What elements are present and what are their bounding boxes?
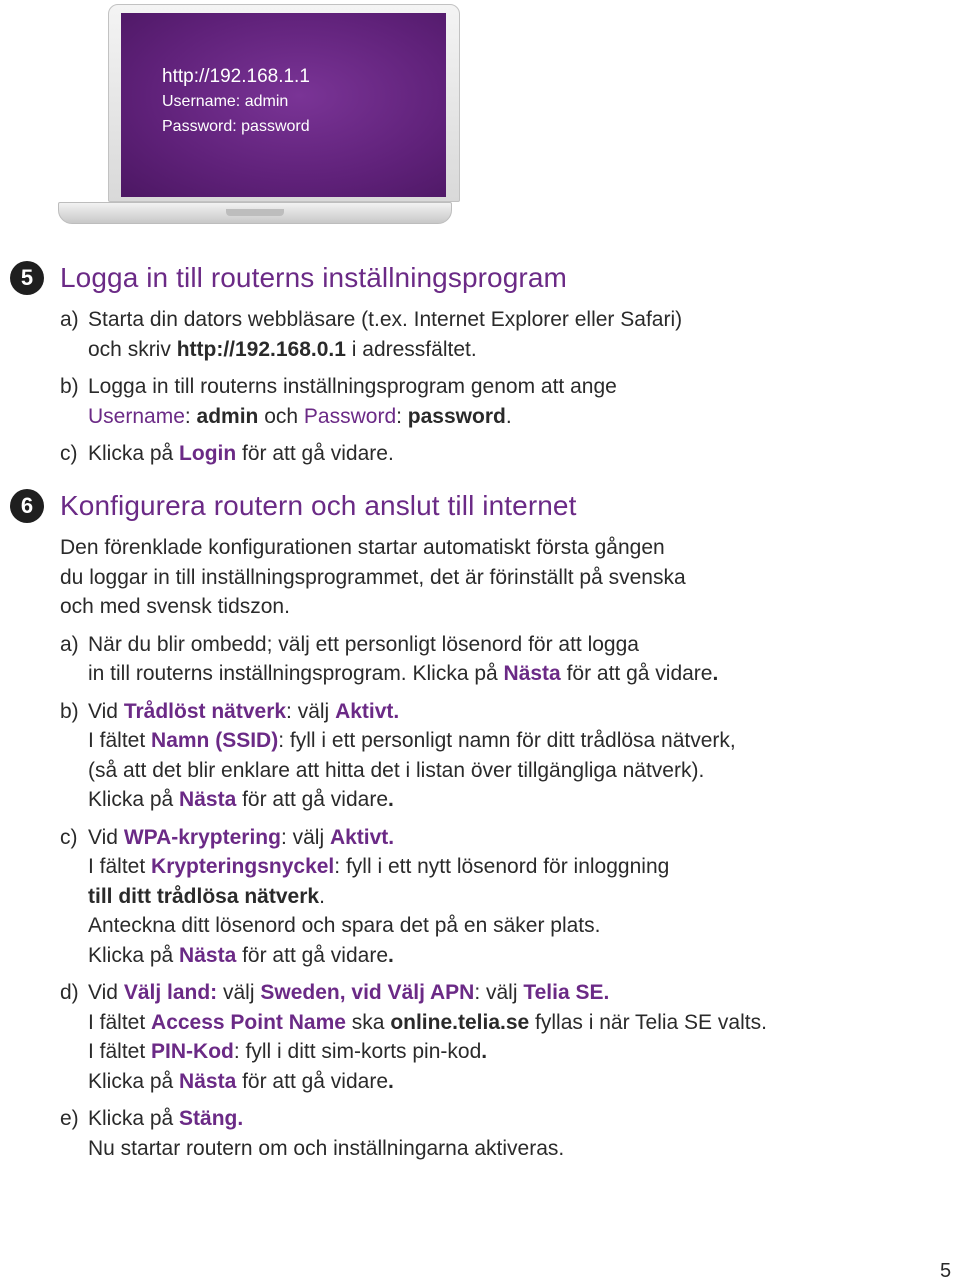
screen-username: Username: admin (162, 93, 289, 110)
nasta-label: Nästa (179, 788, 237, 811)
valj-land-label: Välj land: (123, 981, 218, 1004)
step-6-intro-2: du loggar in till inställningsprogrammet, det är förinställt på svenska (60, 565, 686, 589)
step-5-title: Logga in till routerns inställningsprogram (60, 262, 567, 293)
step-5-a-line2: och skriv http://192.168.0.1 i adressfältet. (88, 337, 477, 361)
laptop-base (58, 202, 452, 224)
nasta-label: Nästa (503, 662, 561, 685)
step-6-badge: 6 (10, 489, 44, 523)
step-6-e: e) Klicka på Stäng. Nu startar routern om och inställningarna aktiveras. (60, 1104, 767, 1163)
step-5-badge: 5 (10, 261, 44, 295)
password-label: Password (303, 404, 397, 428)
step-6-intro-3: och med svensk tidszon. (60, 595, 290, 618)
ssid-label: Namn (SSID) (151, 729, 279, 752)
step-6-intro-1: Den förenklade konfigurationen startar automatiskt första gången (60, 536, 665, 559)
router-url: http://192.168.0.1 (176, 337, 346, 361)
username-label: Username (88, 404, 185, 428)
screen-password: Password: password (162, 118, 310, 135)
username-value: admin (196, 404, 259, 428)
screen-url: http://192.168.1.1 (162, 66, 310, 87)
laptop-lid (108, 4, 460, 202)
step-6-c: c) Vid WPA-kryptering: välj Aktivt. I fältet Krypteringsnyckel: fyll i ett nytt lösenord för inloggning till ditt trådlösa nätverk. Anteckna ditt lösenord och spara det på en säker plats. Klicka på Nästa för att gå vidare. (60, 823, 767, 971)
item-label: e) (60, 1107, 79, 1130)
item-label: b) (60, 375, 79, 398)
stang-label: Stäng. (179, 1107, 244, 1130)
step-5-c: c) Klicka på Login för att gå vidare. (60, 439, 682, 469)
apn-name-label: Access Point Name (151, 1010, 346, 1034)
pin-label: PIN-Kod (151, 1040, 234, 1063)
laptop-notch (226, 209, 284, 216)
apn-value: online.telia.se (390, 1010, 530, 1034)
item-label: c) (60, 442, 78, 465)
step-6-d: d) Vid Välj land: välj Sweden, vid Välj APN: välj Telia SE. I fältet Access Point Name ska online.telia.se fyllas i när Telia SE valts. I fältet PIN-Kod: fyll i ditt sim-korts pin-kod. Klicka på Nästa för att gå vidare. (60, 978, 767, 1096)
wpa-label: WPA-kryptering (123, 825, 281, 849)
password-value: password (407, 404, 506, 428)
step-5-body (60, 305, 682, 469)
sweden-label: Sweden, vid Välj APN (260, 981, 475, 1004)
nasta-label: Nästa (179, 943, 237, 967)
step-6-b: b) Vid Trådlöst nätverk: välj Aktivt. I fältet Namn (SSID): fyll i ett personligt namn för ditt trådlösa nätverk, (så att det blir enklare att hitta det i listan över tillgängliga nätverk). Klicka på Nästa för att gå vidare. (60, 697, 767, 815)
aktivt-label: Aktivt. (335, 699, 400, 723)
item-label: d) (60, 981, 79, 1004)
step-6-a: a) När du blir ombedd; välj ett personligt lösenord för att logga in till routerns inställningsprogram. Klicka på Nästa för att gå vidare. (60, 630, 767, 689)
page-number: 5 (940, 1260, 952, 1282)
login-label: Login (179, 442, 237, 465)
step-5-b-line2: Username: admin och Password: password. (88, 404, 512, 428)
tradlost-label: Trådlöst nätverk (123, 699, 287, 723)
item-label: a) (60, 632, 79, 656)
step-5-a (60, 305, 682, 364)
item-label: b) (60, 699, 79, 723)
laptop-screen (121, 13, 446, 197)
nasta-label: Nästa (179, 1069, 237, 1093)
item-label: c) (60, 825, 78, 849)
step-5-a-line1: Starta din dators webbläsare (t.ex. Internet Explorer eller Safari) (88, 308, 683, 331)
item-label: a) (60, 308, 79, 331)
aktivt-label: Aktivt. (329, 825, 395, 849)
step-6-body (60, 533, 767, 1163)
step-5-b (60, 372, 682, 431)
laptop-illustration (58, 4, 452, 230)
step-5-b-line1: Logga in till routerns inställningsprogram genom att ange (88, 375, 617, 398)
nyckel-label: Krypteringsnyckel (151, 855, 335, 878)
telia-label: Telia SE. (523, 981, 610, 1004)
step-6-title: Konfigurera routern och anslut till internet (60, 490, 577, 521)
